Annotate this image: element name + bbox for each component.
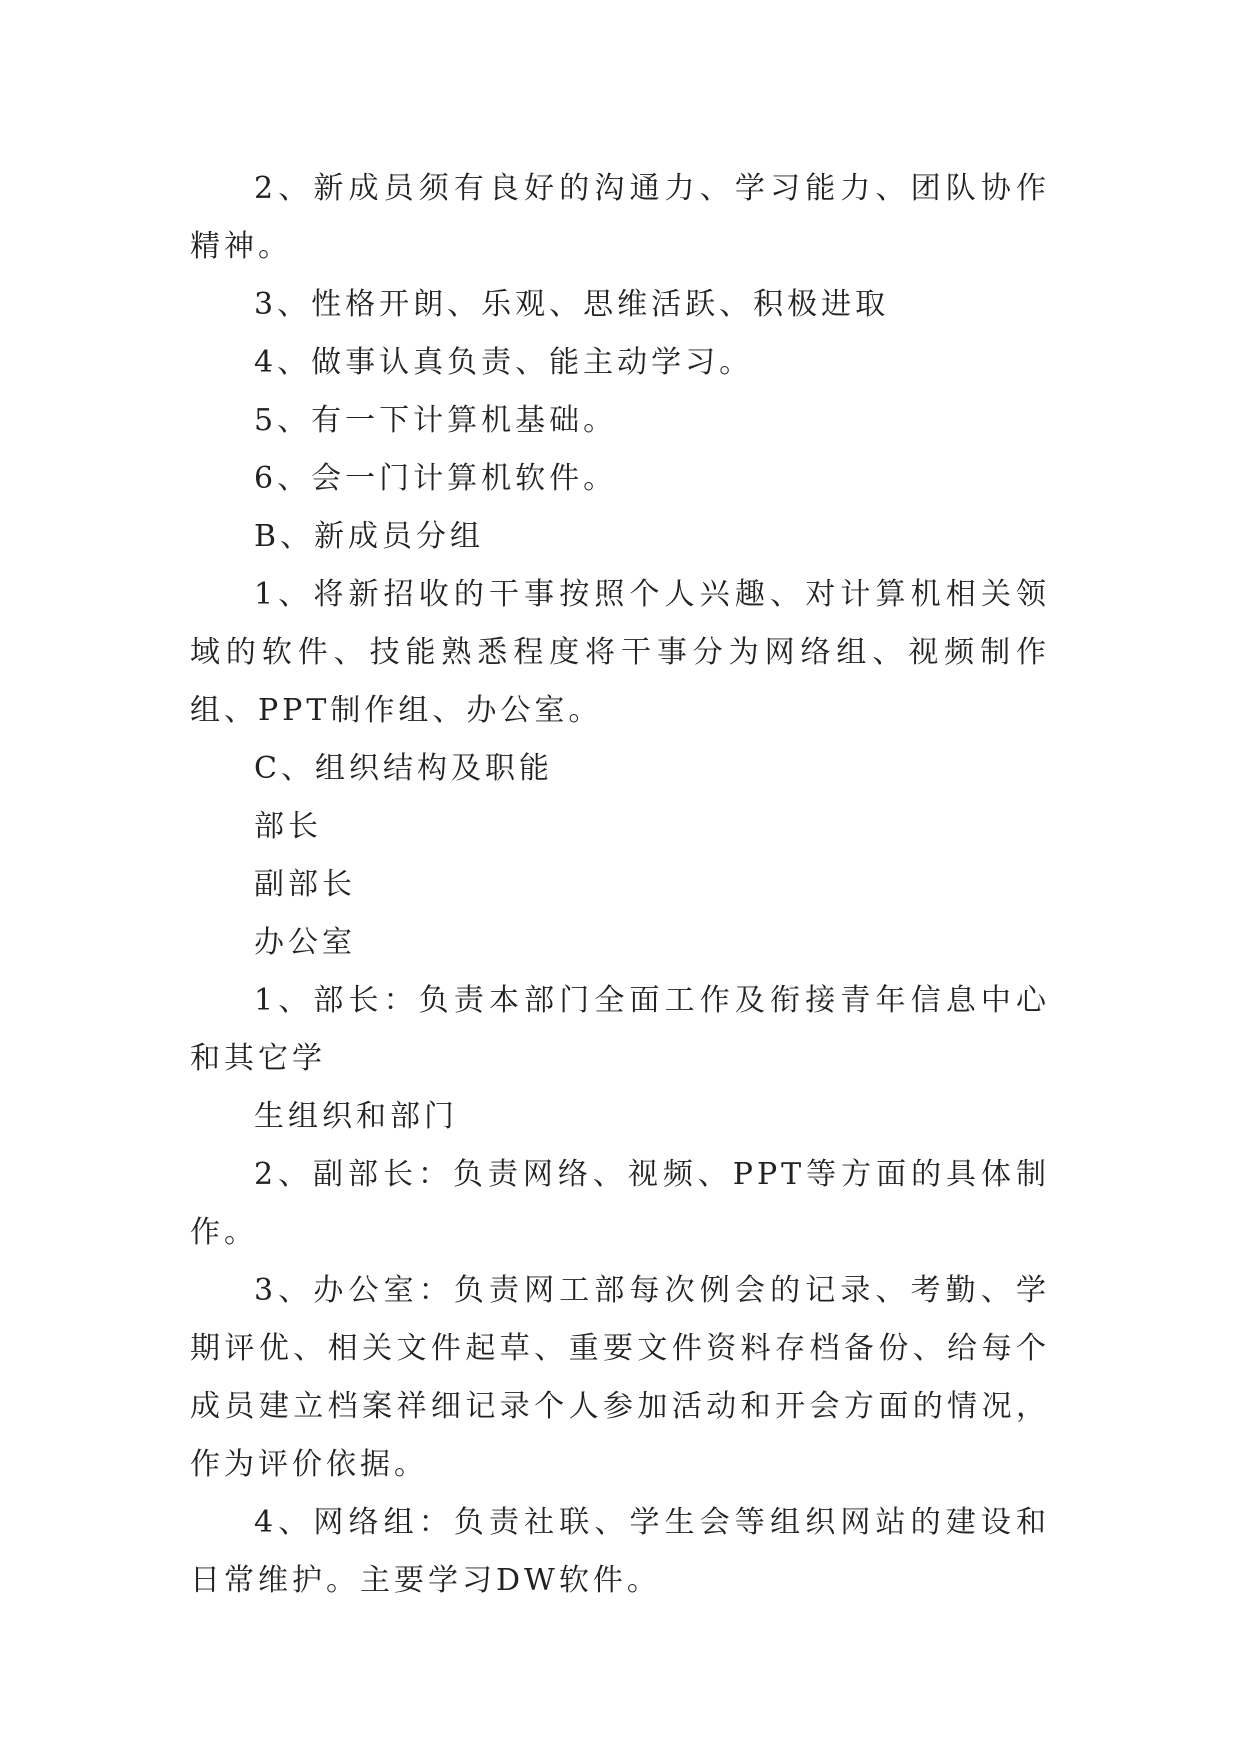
paragraph-requirement-4: 4、做事认真负责、能主动学习。 [254,345,754,380]
org-item-deputy-minister: 副部长 [254,867,356,902]
paragraph-duty-4: 4、网络组：负责社联、学生会等组织网站的建设和日常维护。主要学习DW软件。 [190,1505,1050,1598]
org-item-office: 办公室 [254,925,356,960]
paragraph-duty-1: 1、部长：负责本部门全面工作及衔接青年信息中心和其它学 [190,983,1050,1076]
paragraph-requirement-2: 2、新成员须有良好的沟通力、学习能力、团队协作精神。 [190,171,1050,264]
paragraph-requirement-6: 6、会一门计算机软件。 [254,461,618,496]
paragraph-duty-1-continued: 生组织和部门 [254,1099,458,1134]
document-body [190,160,1050,1610]
org-item-minister: 部长 [254,809,322,844]
section-heading-b: B、新成员分组 [254,519,485,554]
section-heading-c: C、组织结构及职能 [254,751,553,786]
paragraph-requirement-5: 5、有一下计算机基础。 [254,403,618,438]
paragraph-duty-3: 3、办公室：负责网工部每次例会的记录、考勤、学期评优、相关文件起草、重要文件资料存档备份、给每个成员建立档案祥细记录个人参加活动和开会方面的情况，作为评价依据。 [190,1273,1050,1482]
paragraph-duty-2: 2、副部长：负责网络、视频、PPT等方面的具体制作。 [190,1157,1050,1250]
paragraph-requirement-3: 3、性格开朗、乐观、思维活跃、积极进取 [254,287,890,322]
paragraph-grouping-1: 1、将新招收的干事按照个人兴趣、对计算机相关领域的软件、技能熟悉程度将干事分为网络组、视频制作组、PPT制作组、办公室。 [190,577,1050,728]
